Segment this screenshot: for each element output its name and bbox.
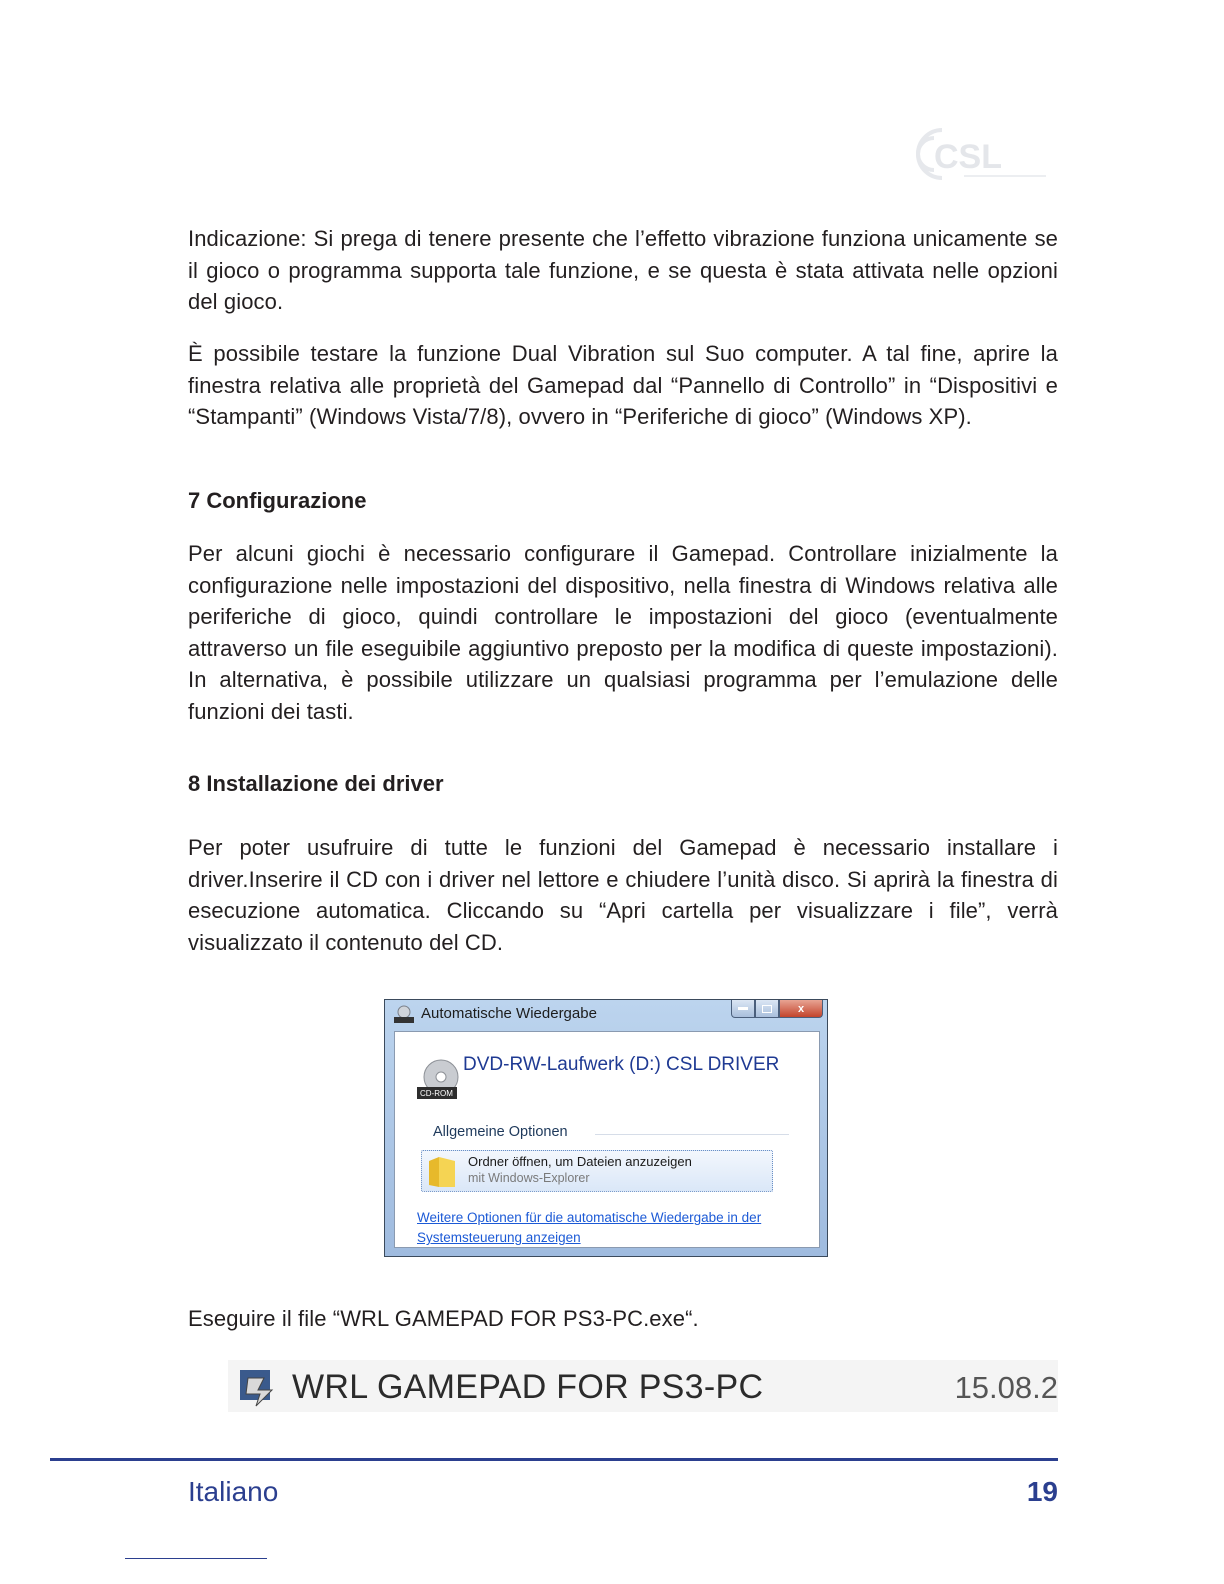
dialog-body: [394, 1031, 820, 1248]
maximize-button[interactable]: [755, 1000, 779, 1018]
more-options-link[interactable]: Weitere Optionen für die automatische Wiedergabe in der Systemsteuerung anzeigen: [417, 1210, 762, 1245]
bottom-divider: [125, 1558, 267, 1559]
section-divider: [595, 1134, 789, 1135]
drive-label: DVD-RW-Laufwerk (D:) CSL DRIVER: [463, 1054, 780, 1075]
paragraph-indicazione: Indicazione: Si prega di tenere presente che l’effetto vibrazione funziona unicamente se il gioco o programma supporta tale funzione, e se questa è stata attivata nelle opzioni del gioco.: [188, 226, 1058, 314]
autoplay-icon: [393, 1005, 415, 1023]
file-row[interactable]: [228, 1360, 1058, 1412]
autoplay-dialog: [384, 999, 828, 1257]
minimize-icon: [738, 1007, 748, 1011]
paragraph-configurazione: Per alcuni giochi è necessario configurare il Gamepad. Controllare inizialmente la configurazione nelle impostazioni del dispositivo, nella finestra di Windows relativa alle periferiche di gioco, quindi controllare le impostazioni del gioco (eventualmente attraverso un file eseguibile aggiuntivo preposto per la modifica di queste impostazioni). In alternativa, è possibile utilizzare un qualsiasi programma per l’emulazione delle funzioni dei tasti.: [188, 541, 1058, 724]
page-number: 19: [1026, 1476, 1058, 1507]
folder-icon: [427, 1155, 457, 1189]
option-title: Ordner öffnen, um Dateien anzuzeigen: [468, 1154, 692, 1169]
minimize-button[interactable]: [731, 1000, 755, 1018]
footer-rule: [50, 1458, 1058, 1461]
cd-rom-icon: [417, 1057, 461, 1101]
dialog-title: Automatische Wiedergabe: [421, 1005, 597, 1022]
paragraph-dual-vibration: È possibile testare la funzione Dual Vibration sul Suo computer. A tal fine, aprire la finestra relativa alle proprietà del Gamepad dal “Pannello di Controllo” in “Dispositivi e “Stampanti” (Windows Vista/7/8), ovvero in “Periferiche di gioco” (Windows XP).: [188, 341, 1058, 429]
option-subtitle: mit Windows-Explorer: [468, 1171, 590, 1185]
close-button[interactable]: x: [779, 1000, 823, 1018]
paragraph-installazione: Per poter usufruire di tutte le funzioni del Gamepad è necessario installare i driver.Inserire il CD con i driver nel lettore e chiudere l’unità disco. Si aprirà la finestra di esecuzione automatica. Cliccando su “Apri cartella per visualizzare i file”, verrà visualizzato il contenuto del CD.: [188, 835, 1058, 955]
logo-text: CSL: [934, 138, 1002, 176]
open-folder-option[interactable]: [421, 1150, 773, 1192]
paragraph-esegui: Eseguire il file “WRL GAMEPAD FOR PS3-PC.exe“.: [188, 1306, 699, 1331]
csl-logo: [904, 118, 1050, 190]
maximize-icon: [762, 1005, 772, 1013]
installer-icon: [238, 1368, 282, 1408]
heading-configurazione: 7 Configurazione: [188, 488, 367, 513]
section-label: Allgemeine Optionen: [433, 1124, 568, 1140]
file-name: WRL GAMEPAD FOR PS3-PC: [292, 1368, 764, 1406]
cd-rom-label: CD-ROM: [420, 1089, 453, 1098]
window-controls: [731, 1000, 823, 1020]
file-date: 15.08.2: [954, 1370, 1058, 1405]
footer-language: Italiano: [188, 1476, 279, 1507]
heading-installazione: 8 Installazione dei driver: [188, 771, 444, 796]
